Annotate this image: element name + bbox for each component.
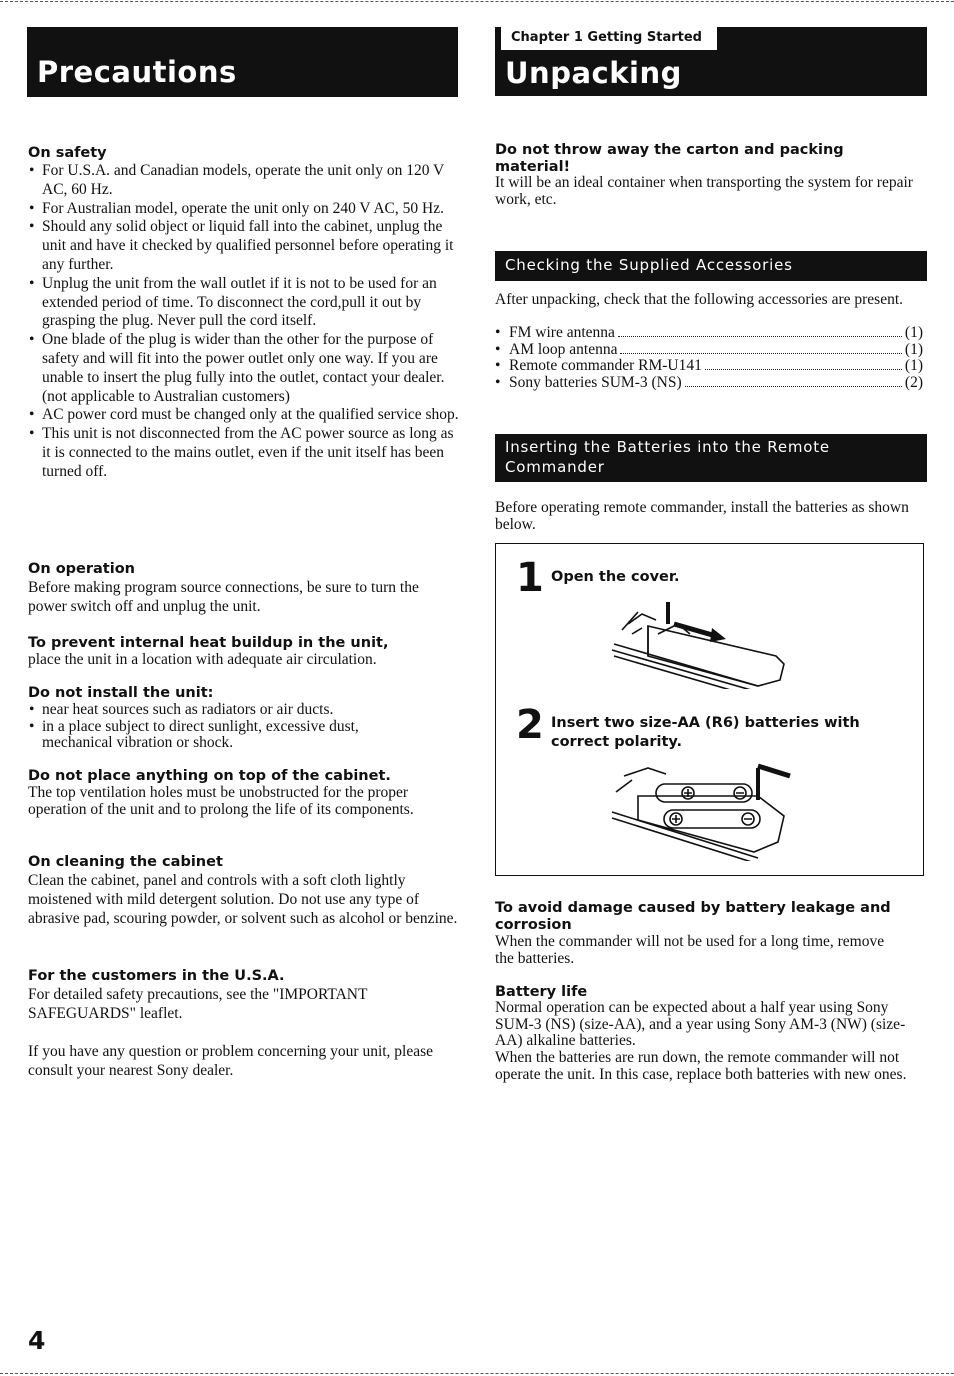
usa-heading: For the customers in the U.S.A. [28,968,285,984]
leakage-heading: To avoid damage caused by battery leakage and corrosion [495,900,891,933]
operation-text: Before making program source connections, be sure to turn the power switch off and unplug the unit. [28,579,419,615]
operation-heading: On operation [28,561,135,577]
cleaning-text: Clean the cabinet, panel and controls with a soft cloth lightly moistened with mild detergent solution. Do not use any type of abrasive pad, scouring powder, or solvent such as alcohol or benzine. [28,872,458,927]
accessories-intro: After unpacking, check that the following accessories are present. [495,291,904,308]
place-text: The top ventilation holes must be unobstructed for the proper operation of the unit and to prolong the life of its components. [28,784,414,818]
dot-leader [620,353,901,354]
list-item: • For Australian model, operate the unit only on 240 V AC, 50 Hz. [28,200,460,219]
accessories-list [495,325,923,391]
chapter-label: Chapter 1 Getting Started [511,30,702,45]
list-item [495,342,923,359]
accessory-qty: (1) [904,357,923,374]
safety-list [28,162,460,482]
precautions-banner [27,27,458,97]
step-text: Insert two size-AA (R6) batteries with correct polarity. [551,715,860,750]
chapter-tab [495,27,717,50]
page-title-unpacking: Unpacking [505,56,682,90]
bottom-rule [0,1373,954,1374]
list-item: • This unit is not disconnected from the AC power source as long as it is connected to the mains outlet, even if the unit itself has been turned off. [28,425,460,481]
carton-heading: Do not throw away the carton and packing material! [495,142,844,175]
list-item: • Unplug the unit from the wall outlet if it is not to be used for an extended period of time. To disconnect the cord,pull it out by grasping the plug. Never pull the cord itself. [28,275,460,331]
place-heading: Do not place anything on top of the cabinet. [28,768,391,784]
list-item: • AC power cord must be changed only at the qualified service shop. [28,406,460,425]
accessory-name: FM wire antenna [509,324,615,341]
carton-text: It will be an ideal container when transporting the system for repair work, etc. [495,174,913,208]
chapter-marker [495,27,501,50]
page-title-precautions: Precautions [37,55,237,89]
bullet-icon: • [495,340,501,358]
list-item [495,325,923,342]
battery-insert-illustration [608,756,808,861]
leakage-text: When the commander will not be used for a long time, remove the batteries. [495,933,885,967]
dot-leader [618,336,902,337]
install-heading: Do not install the unit: [28,685,214,701]
battery-life-text-2: When the batteries are run down, the remote commander will not operate the unit. In this case, replace both batteries with new ones. [495,1049,907,1083]
battery-life-text-1: Normal operation can be expected about a half year using Sony SUM-3 (NS) (size-AA), and a year using Sony AM-3 (NW) (size-AA) alkaline batteries. [495,999,906,1050]
accessory-qty: (2) [904,373,923,391]
battery-steps-box [495,543,924,876]
accessory-qty: (1) [904,340,923,358]
list-item: • One blade of the plug is wider than the other for the purpose of safety and will fit into the power outlet only one way. If you are unable to insert the plug fully into the outlet, contact your dealer. (not applicable to Australian customers) [28,331,460,406]
accessory-qty: (1) [904,324,923,341]
accessories-bar: Checking the Supplied Accessories [495,251,927,281]
accessory-name: AM loop antenna [509,340,618,358]
batteries-intro: Before operating remote commander, install the batteries as shown below. [495,499,909,533]
batteries-bar: Inserting the Batteries into the Remote Commander [495,434,927,482]
step-text: Open the cover. [551,569,680,585]
bullet-icon: • [495,324,501,341]
list-item: • Should any solid object or liquid fall into the cabinet, unplug the unit and have it checked by qualified personnel before operating it any further. [28,218,460,274]
safety-heading: On safety [28,145,107,161]
list-item [495,358,923,375]
bullet-icon: • [495,373,501,391]
usa-text: For detailed safety precautions, see the "IMPORTANT SAFEGUARDS" leaflet. [28,986,368,1022]
battery-life-heading: Battery life [495,984,588,1000]
closing-text: If you have any question or problem concerning your unit, please consult your nearest Sony dealer. [28,1043,434,1079]
accessory-name: Sony batteries SUM-3 (NS) [509,373,682,391]
remote-open-cover-illustration [608,594,808,689]
heat-text: place the unit in a location with adequate air circulation. [28,651,377,668]
step-number: 2 [516,702,544,748]
dot-leader [705,369,902,370]
heat-heading: To prevent internal heat buildup in the unit, [28,635,389,651]
accessory-name: Remote commander RM-U141 [509,357,702,374]
install-list [28,702,428,752]
list-item [495,375,923,392]
step-number: 1 [516,555,544,601]
list-item: • For U.S.A. and Canadian models, operate the unit only on 120 V AC, 60 Hz. [28,162,460,200]
bullet-icon: • [495,357,501,374]
list-item: • near heat sources such as radiators or air ducts. [28,702,428,719]
dot-leader [685,386,902,387]
top-rule [0,1,954,2]
list-item: • in a place subject to direct sunlight, excessive dust, mechanical vibration or shock. [28,719,428,752]
cleaning-heading: On cleaning the cabinet [28,854,223,870]
page-number: 4 [28,1326,46,1355]
